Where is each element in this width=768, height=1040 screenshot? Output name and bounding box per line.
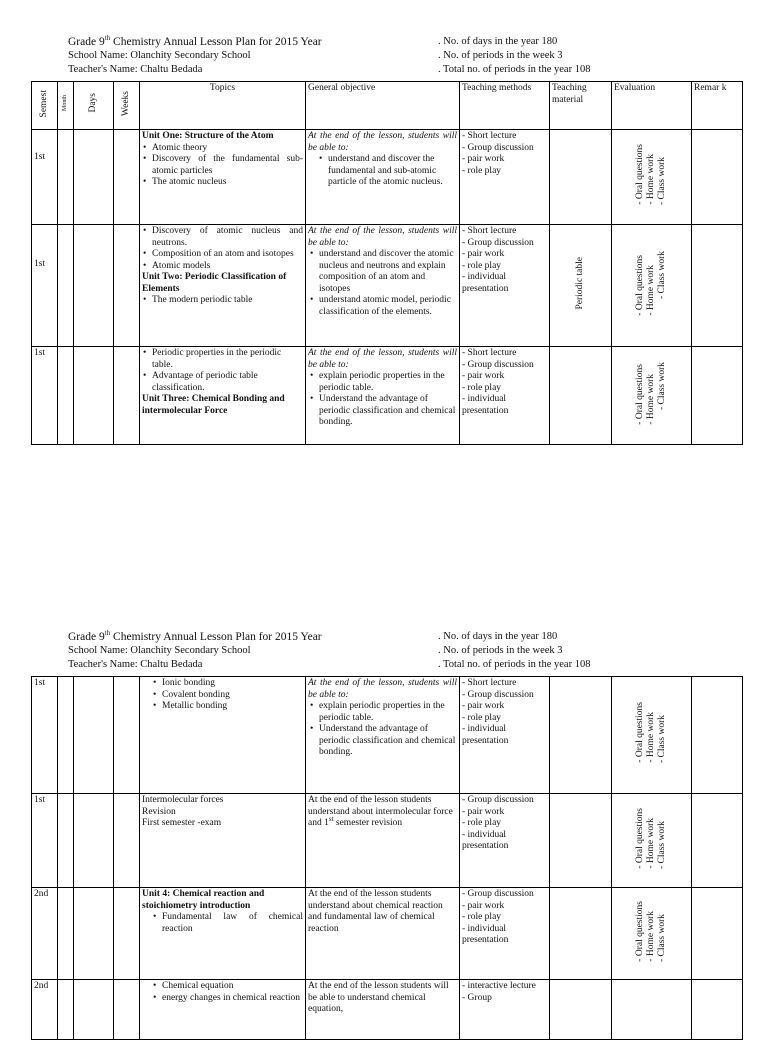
teacher-name: Teacher's Name: Chaltu Bedada — [68, 659, 203, 670]
days-in-year: . No. of days in the year 180 — [438, 631, 558, 642]
evaluation-cell: - Oral questions - Home work - Class work — [612, 677, 692, 794]
topics-cell: Unit 4: Chemical reaction and stoichiometry introduction • Fundamental law of chemical reaction — [140, 888, 306, 980]
evaluation-cell: - Oral questions - Home work - Class work — [612, 130, 692, 225]
objective-cell: At the end of the lesson students understand about chemical reaction and fundamental law of chemical reaction — [306, 888, 460, 980]
table-row — [32, 794, 743, 888]
col-weeks: Weeks — [114, 82, 140, 130]
plan-title: Grade 9th Chemistry Annual Lesson Plan for 2015 Year — [68, 34, 322, 48]
topics-cell: Intermolecular forces Revision First semester -exam — [140, 794, 306, 888]
col-topics: Topics — [140, 82, 306, 130]
evaluation-cell: - Oral questions - Home work - Class work — [612, 794, 692, 888]
table-row — [32, 130, 743, 225]
semester-cell: 1st — [32, 794, 58, 888]
methods-cell: - Short lecture - Group discussion - pair work - role play - individual presentation — [460, 347, 550, 445]
methods-cell: - Short lecture - Group discussion - pair work - role play — [460, 130, 550, 225]
table-row — [32, 225, 743, 347]
semester-cell: 1st — [32, 347, 58, 445]
lesson-plan-table-1 — [31, 81, 743, 445]
objective-cell: At the end of the lesson, students will be able to: • explain periodic properties in the periodic table. • Understand the advantage of periodic classification and chemical bonding. — [306, 677, 460, 794]
methods-cell: - Short lecture - Group discussion - pair work - role play - individual presentation — [460, 677, 550, 794]
objective-cell: At the end of the lesson, students will be able to: • understand and discover the atomic nucleus and neutrons and explain composition of an atom and isotopes • understand atomic model, periodic classification of the elements. — [306, 225, 460, 347]
col-evaluation: Evaluation — [612, 82, 692, 130]
topics-cell: Unit One: Structure of the Atom • Atomic theory • Discovery of the fundamental sub-atomic particles • The atomic nucleus — [140, 130, 306, 225]
methods-cell: - Short lecture - Group discussion - pair work - role play - individual presentation — [460, 225, 550, 347]
table-row — [32, 677, 743, 794]
methods-cell: - Group discussion - pair work - role play - individual presentation — [460, 888, 550, 980]
table-row — [32, 347, 743, 445]
school-name: School Name: Olanchity Secondary School — [68, 645, 251, 656]
evaluation-cell: - Oral questions - Home work - Class work — [612, 347, 692, 445]
methods-cell: - Group discussion - pair work - role play - individual presentation — [460, 794, 550, 888]
material-cell: Periodic table — [550, 225, 612, 347]
semester-cell: 1st — [32, 677, 58, 794]
col-days: Days — [74, 82, 114, 130]
col-methods: Teaching methods — [460, 82, 550, 130]
periods-per-year: . Total no. of periods in the year 108 — [438, 659, 591, 670]
col-objective: General objective — [306, 82, 460, 130]
table-row — [32, 980, 743, 1040]
evaluation-cell: - Oral questions - Home work - Class work — [612, 225, 692, 347]
col-month: Month — [58, 82, 74, 130]
objective-cell: At the end of the lesson students will be able to understand chemical equation, — [306, 980, 460, 1040]
semester-cell: 2nd — [32, 888, 58, 980]
col-semester: Semest — [32, 82, 58, 130]
unit-heading: Unit One: Structure of the Atom — [142, 131, 274, 141]
topics-cell: • Chemical equation • energy changes in chemical reaction — [140, 980, 306, 1040]
methods-cell: - interactive lecture - Group — [460, 980, 550, 1040]
semester-cell: 2nd — [32, 980, 58, 1040]
col-material: Teaching material — [550, 82, 612, 130]
table-row — [32, 888, 743, 980]
plan-title: Grade 9th Chemistry Annual Lesson Plan for 2015 Year — [68, 629, 322, 643]
periods-per-week: . No. of periods in the week 3 — [438, 50, 563, 61]
unit-heading: Unit 4: Chemical reaction and stoichiometry introduction — [142, 889, 265, 911]
objective-cell — [306, 794, 460, 888]
periods-per-week: . No. of periods in the week 3 — [438, 645, 563, 656]
topics-cell: • Discovery of atomic nucleus and neutrons. • Composition of an atom and isotopes • Atomic models Unit Two: Periodic Classification of Elements • The modern periodic table — [140, 225, 306, 347]
topics-cell: • Ionic bonding • Covalent bonding • Metallic bonding — [140, 677, 306, 794]
school-name: School Name: Olanchity Secondary School — [68, 50, 251, 61]
semester-cell: 1st — [32, 130, 58, 225]
lesson-plan-table-2 — [31, 676, 743, 1040]
unit-heading: Unit Three: Chemical Bonding and intermolecular Force — [142, 394, 285, 416]
days-in-year: . No. of days in the year 180 — [438, 36, 558, 47]
page-header-1 — [68, 35, 748, 77]
objective-cell: At the end of the lesson, students will be able to: • explain periodic properties in the periodic table. • Understand the advantage of periodic classification and chemical bonding. — [306, 347, 460, 445]
semester-cell: 1st — [32, 225, 58, 347]
periods-per-year: . Total no. of periods in the year 108 — [438, 64, 591, 75]
objective-text: At the end of the lesson students understand about intermolecular force and 1st semester revision — [308, 795, 453, 828]
page-header-2 — [68, 630, 748, 672]
unit-heading: Unit Two: Periodic Classification of Elements — [142, 272, 287, 294]
teacher-name: Teacher's Name: Chaltu Bedada — [68, 64, 203, 75]
table-header-row — [32, 82, 743, 130]
topics-cell: • Periodic properties in the periodic table. • Advantage of periodic table classification. Unit Three: Chemical Bonding and intermolecular Force — [140, 347, 306, 445]
evaluation-cell: - Oral questions - Home work - Class work — [612, 888, 692, 980]
objective-cell: At the end of the lesson, students will be able to: • understand and discover the fundamental and sub-atomic particle of the atomic nucleus. — [306, 130, 460, 225]
col-remark: Remar k — [692, 82, 743, 130]
